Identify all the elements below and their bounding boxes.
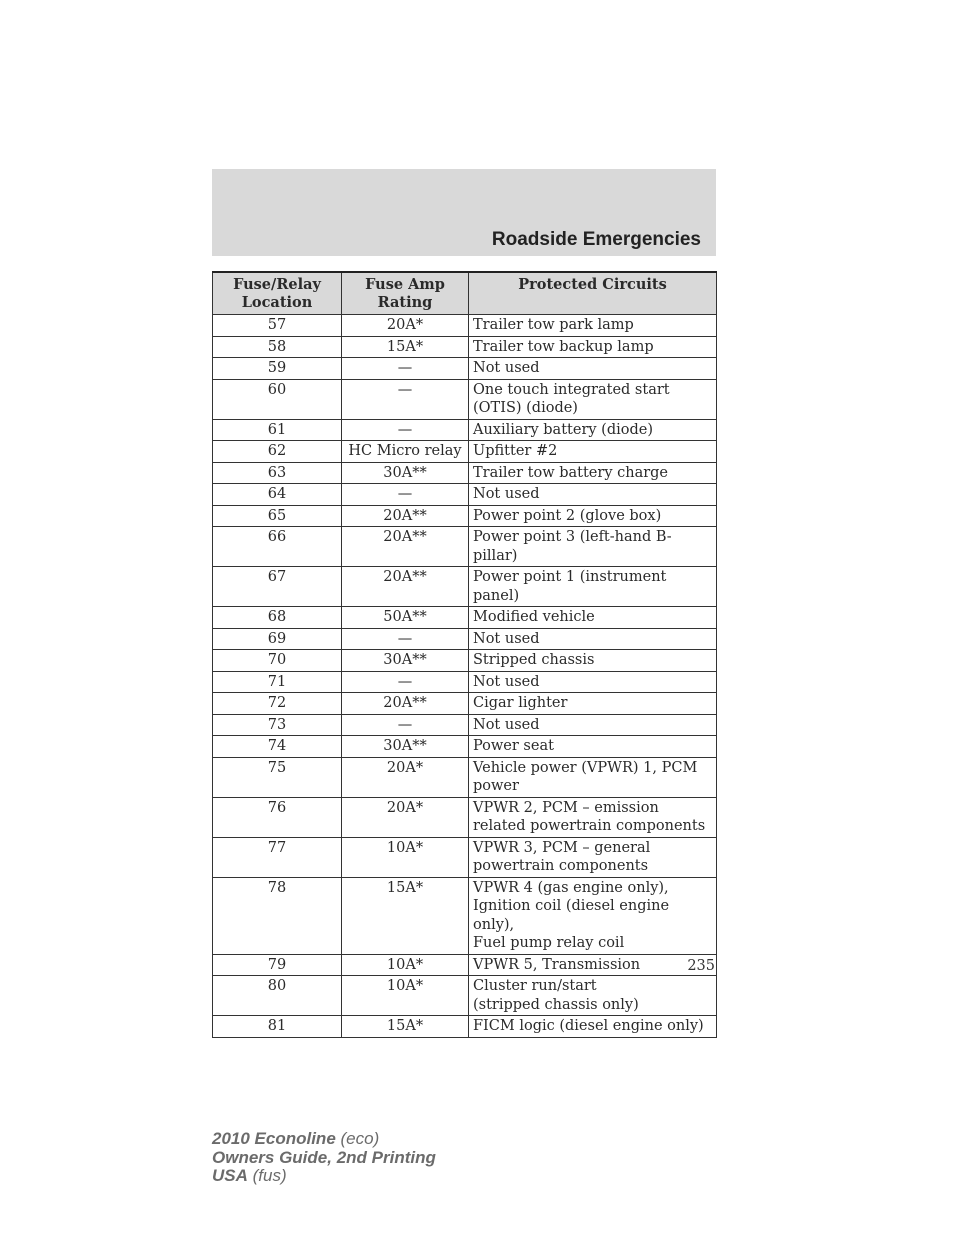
cell-circuit: Auxiliary battery (diode)	[469, 419, 717, 441]
cell-circuit: Power point 2 (glove box)	[469, 505, 717, 527]
table-row	[213, 484, 717, 506]
table-row	[213, 419, 717, 441]
column-header-location: Fuse/Relay Location	[213, 272, 342, 315]
cell-rating: —	[342, 358, 469, 380]
column-header-circuits: Protected Circuits	[469, 272, 717, 315]
cell-rating: —	[342, 628, 469, 650]
cell-circuit: VPWR 2, PCM – emission related powertrain components	[469, 797, 717, 837]
cell-rating: —	[342, 379, 469, 419]
cell-rating: 20A**	[342, 527, 469, 567]
footer-model: 2010 Econoline	[212, 1129, 336, 1148]
table-row	[213, 797, 717, 837]
cell-circuit: Not used	[469, 628, 717, 650]
cell-rating: 20A*	[342, 315, 469, 337]
cell-location: 71	[213, 671, 342, 693]
cell-rating: 20A*	[342, 797, 469, 837]
table-row	[213, 671, 717, 693]
cell-circuit: Not used	[469, 484, 717, 506]
cell-location: 64	[213, 484, 342, 506]
cell-circuit: VPWR 3, PCM – general powertrain components	[469, 837, 717, 877]
cell-rating: 15A*	[342, 336, 469, 358]
footer-region-code: (fus)	[252, 1166, 287, 1185]
table-row	[213, 336, 717, 358]
table-row	[213, 607, 717, 629]
table-header-row	[213, 272, 717, 315]
cell-circuit: Not used	[469, 358, 717, 380]
cell-circuit: Trailer tow backup lamp	[469, 336, 717, 358]
cell-rating: HC Micro relay	[342, 441, 469, 463]
footer-model-code: (eco)	[340, 1129, 380, 1148]
table-row	[213, 757, 717, 797]
cell-location: 65	[213, 505, 342, 527]
cell-location: 67	[213, 567, 342, 607]
footer	[212, 1130, 436, 1186]
cell-location: 59	[213, 358, 342, 380]
table-row	[213, 736, 717, 758]
table-row	[213, 877, 717, 954]
cell-rating: —	[342, 419, 469, 441]
table-row	[213, 527, 717, 567]
section-title: Roadside Emergencies	[491, 229, 701, 250]
cell-rating: 30A**	[342, 650, 469, 672]
cell-location: 70	[213, 650, 342, 672]
cell-location: 75	[213, 757, 342, 797]
table-row	[213, 628, 717, 650]
table-row	[213, 954, 717, 976]
cell-location: 69	[213, 628, 342, 650]
page-number: 235	[687, 958, 715, 974]
cell-location: 61	[213, 419, 342, 441]
cell-location: 60	[213, 379, 342, 419]
table-row	[213, 693, 717, 715]
cell-circuit: Modified vehicle	[469, 607, 717, 629]
cell-circuit: Not used	[469, 671, 717, 693]
table-row	[213, 505, 717, 527]
cell-circuit: FICM logic (diesel engine only)	[469, 1016, 717, 1038]
cell-rating: 30A**	[342, 736, 469, 758]
cell-location: 68	[213, 607, 342, 629]
fuse-table	[212, 271, 717, 1038]
cell-location: 62	[213, 441, 342, 463]
cell-location: 58	[213, 336, 342, 358]
cell-circuit: Trailer tow battery charge	[469, 462, 717, 484]
column-header-rating: Fuse Amp Rating	[342, 272, 469, 315]
cell-circuit: Vehicle power (VPWR) 1, PCM power	[469, 757, 717, 797]
cell-rating: 20A**	[342, 505, 469, 527]
cell-location: 63	[213, 462, 342, 484]
table-row	[213, 358, 717, 380]
table-row	[213, 837, 717, 877]
table-row	[213, 714, 717, 736]
cell-rating: 50A**	[342, 607, 469, 629]
cell-location: 81	[213, 1016, 342, 1038]
cell-location: 74	[213, 736, 342, 758]
table-row	[213, 976, 717, 1016]
footer-guide: Owners Guide, 2nd Printing	[212, 1147, 436, 1167]
cell-rating: 10A*	[342, 976, 469, 1016]
cell-circuit: Trailer tow park lamp	[469, 315, 717, 337]
cell-location: 77	[213, 837, 342, 877]
table-row	[213, 1016, 717, 1038]
cell-rating: 10A*	[342, 837, 469, 877]
cell-location: 79	[213, 954, 342, 976]
footer-line-1	[212, 1130, 436, 1149]
cell-circuit: Cigar lighter	[469, 693, 717, 715]
cell-circuit: VPWR 4 (gas engine only), Ignition coil (diesel engine only), Fuel pump relay coil	[469, 877, 717, 954]
cell-circuit: Not used	[469, 714, 717, 736]
footer-line-3	[212, 1167, 436, 1186]
cell-rating: 20A*	[342, 757, 469, 797]
cell-location: 73	[213, 714, 342, 736]
cell-circuit: Upfitter #2	[469, 441, 717, 463]
footer-line-2	[212, 1149, 436, 1168]
cell-location: 76	[213, 797, 342, 837]
cell-rating: 20A**	[342, 567, 469, 607]
table-row	[213, 567, 717, 607]
cell-circuit: Power seat	[469, 736, 717, 758]
cell-location: 66	[213, 527, 342, 567]
cell-rating: 30A**	[342, 462, 469, 484]
cell-location: 57	[213, 315, 342, 337]
table-row	[213, 462, 717, 484]
cell-location: 72	[213, 693, 342, 715]
cell-circuit: VPWR 5, Transmission	[469, 954, 717, 976]
cell-rating: 15A*	[342, 877, 469, 954]
cell-location: 80	[213, 976, 342, 1016]
cell-location: 78	[213, 877, 342, 954]
cell-rating: —	[342, 484, 469, 506]
cell-circuit: Power point 3 (left-hand B-pillar)	[469, 527, 717, 567]
cell-circuit: One touch integrated start (OTIS) (diode)	[469, 379, 717, 419]
cell-circuit: Cluster run/start (stripped chassis only)	[469, 976, 717, 1016]
table-row	[213, 315, 717, 337]
cell-rating: 20A**	[342, 693, 469, 715]
table-row	[213, 379, 717, 419]
table-row	[213, 650, 717, 672]
section-header-band	[212, 169, 716, 256]
cell-rating: 10A*	[342, 954, 469, 976]
cell-circuit: Power point 1 (instrument panel)	[469, 567, 717, 607]
cell-rating: 15A*	[342, 1016, 469, 1038]
cell-rating: —	[342, 671, 469, 693]
footer-region: USA	[212, 1166, 248, 1185]
cell-rating: —	[342, 714, 469, 736]
table-row	[213, 441, 717, 463]
cell-circuit: Stripped chassis	[469, 650, 717, 672]
